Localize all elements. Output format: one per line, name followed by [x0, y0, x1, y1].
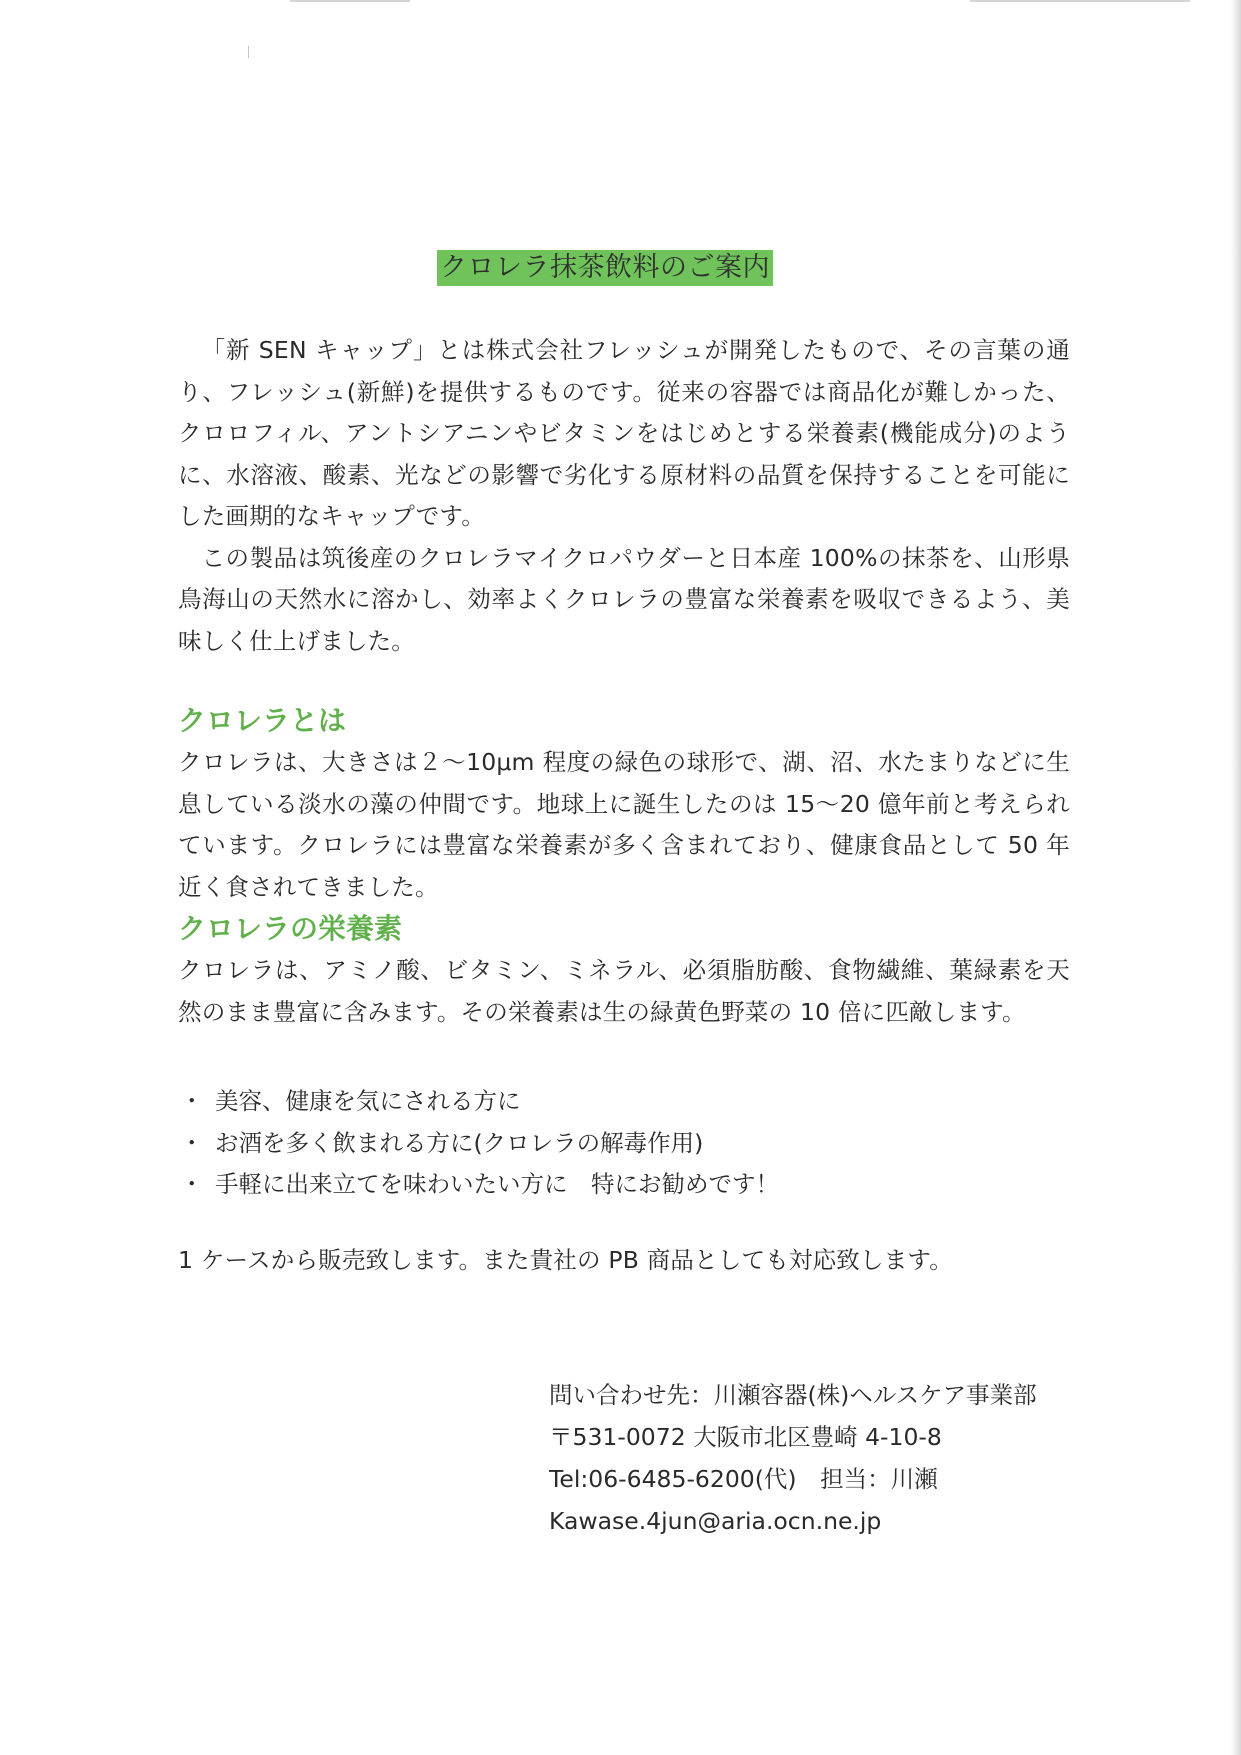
- sales-note: 1 ケースから販売致します。また貴社の PB 商品としても対応致します。: [178, 1245, 953, 1274]
- scan-edge-mark: [290, 0, 410, 2]
- bullet-marker: ・: [180, 1128, 204, 1157]
- title-container: [0, 250, 1210, 286]
- section-heading-about-chlorella: クロレラとは: [178, 704, 347, 737]
- intro-paragraph-2: この製品は筑後産のクロレラマイクロパウダーと日本産 100%の抹茶を、山形県鳥海山の天然水に溶かし、効率よくクロレラの豊富な栄養素を吸収できるよう、美味しく仕上げました。: [178, 543, 1070, 655]
- list-item-text: お酒を多く飲まれる方に(クロレラの解毒作用): [215, 1128, 704, 1157]
- list-item: [178, 1081, 1070, 1123]
- bullet-marker: ・: [180, 1170, 204, 1198]
- contact-address: 〒531-0072 大阪市北区豊崎 4-10-8: [549, 1423, 942, 1451]
- scan-tick-mark: [248, 46, 249, 58]
- section-heading-nutrients: クロレラの栄養素: [178, 912, 403, 945]
- contact-department: 問い合わせ先：川瀬容器(株)ヘルスケア事業部: [549, 1381, 1037, 1409]
- section-body-nutrients: クロレラは、アミノ酸、ビタミン、ミネラル、必須脂肪酸、食物繊維、葉緑素を天然のまま豊富に含みます。その栄養素は生の緑黄色野菜の 10 倍に匹敵します。: [178, 956, 1070, 1026]
- document-title: クロレラ抹茶飲料のご案内: [437, 250, 773, 286]
- recommendation-list: [178, 1081, 1070, 1206]
- intro-paragraph-1: 「新 SEN キャップ」とは株式会社フレッシュが開発したもので、その言葉の通り、フレッシュ(新鮮)を提供するものです。従来の容器では商品化が難しかった、クロロフィル、アントシアニンやビタミンをはじめとする栄養素(機能成分)のように、水溶液、酸素、光などの影響で劣化する原材料の品質を保持することを可能にした画期的なキャップです。: [178, 336, 1070, 530]
- list-item-text: 美容、健康を気にされる方に: [215, 1087, 521, 1115]
- bullet-marker: ・: [180, 1087, 204, 1115]
- scan-edge-mark: [970, 0, 1190, 2]
- list-item: [178, 1123, 1070, 1165]
- contact-block: [549, 1374, 1069, 1542]
- contact-email: Kawase.4jun@aria.ocn.ne.jp: [549, 1507, 882, 1535]
- list-item: [178, 1164, 1070, 1206]
- list-item-text: 手軽に出来立てを味わいたい方に 特にお勧めです！: [215, 1170, 779, 1198]
- section-body-about-chlorella: クロレラは、大きさは２～10μm 程度の緑色の球形で、湖、沼、水たまりなどに生息している淡水の藻の仲間です。地球上に誕生したのは 15～20 億年前と考えられています。クロレラには豊富な栄養素が多く含まれており、健康食品として 50 年近く食されてきました。: [178, 748, 1070, 901]
- contact-phone: Tel:06-6485-6200(代) 担当：川瀬: [549, 1465, 938, 1493]
- main-content: [178, 330, 1070, 1281]
- scan-edge-shadow: [1231, 0, 1241, 1755]
